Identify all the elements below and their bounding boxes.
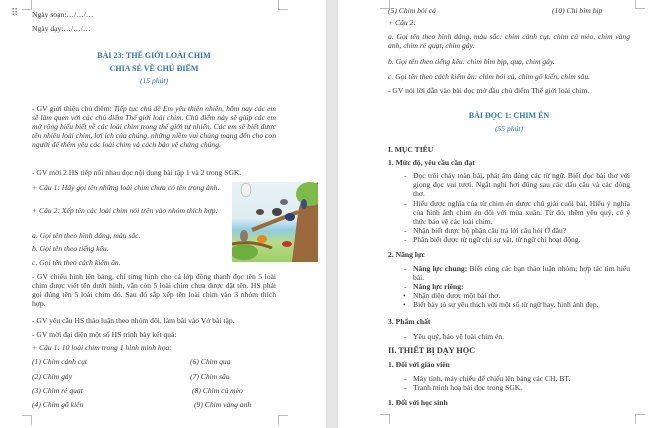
objective-item: Hiểu được nghĩa của từ chim én được chú giải cuối bài. Hiểu ý nghĩa của hình ảnh chim én đối với mùa xuân. Từ đó, thêm yêu quý, có ý thức bảo vệ các loài chim. — [413, 199, 630, 226]
bird-item: (10) Chi bìm bịp — [552, 6, 603, 15]
teacher-item: Máy tính, máy chiếu để chiếu lên bảng các CH, BT. — [413, 374, 571, 383]
question-2c: c. Gọi tên theo cách kiếm ăn. — [32, 258, 121, 267]
invite-text: - GV mời 2 HS tiếp nối nhau đọc nội dung bài tập 1 và 2 trong SGK. — [32, 168, 242, 177]
bird-item: (1) Chim cánh cụt — [32, 357, 88, 366]
dash-bullet: - — [404, 264, 407, 273]
subsection-competence: 2. Năng lực — [388, 250, 425, 259]
dash-bullet: - — [404, 199, 407, 208]
bird-item: (5) Chim bói cá — [388, 6, 436, 15]
general-competence-text: Biết cùng các bạn thảo luận nhóm; hợp tác tìm hiểu bài. — [413, 264, 630, 282]
section-equipment: II. THIẾT BỊ DẠY HỌC — [388, 346, 475, 355]
date-prepared: Ngày soạn:…/…/… — [32, 10, 94, 19]
answer-2a: a. Gọi tên theo hình dáng, màu sắc: chim cánh cụt, chim cú mèo, chim vàng anh, chim rẻ quạt, chim gáy. — [388, 32, 630, 50]
answer-2b: b. Gọi tên theo tiếng kêu: chim bìm bịp, quạ, chim gáy. — [388, 57, 555, 66]
dash-bullet: - — [404, 383, 407, 392]
intro-text: Tiếp tục chủ đề Em yêu thiên nhiên, hôm nay các em sẽ làm quen với các chủ điểm Thế giới loài chim. Chủ điểm này sẽ giúp các em mở rộng hiểu biết về các loài chim trong thế giới tự nhiên. Các em sẽ biết được tên nhiều loài chim, lợi ích của chúng, những niềm vui chúng mang đến cho con người để thêm yêu các loài chim và cách bảo vệ chúng chúng. — [32, 104, 276, 149]
crop-mark — [278, 415, 288, 425]
show-paragraph: - GV chiếu hình lên bảng, chỉ từng hình cho cả lớp đồng thanh đọc tên 5 loài chim được viết tên dưới hình, vẫn còn 5 loài chim chưa được đặt tên. HS phải gọi đúng tên 5 loài chim đó. Sau đó sắp xếp tên loài chim vào 3 nhóm thích hợp. — [32, 272, 276, 308]
bird-item: (7) Chim sâu — [190, 372, 230, 381]
lesson-subtitle: CHIA SẺ VỀ CHỦ ĐIỂM — [109, 64, 199, 73]
section-objectives: I. MỤC TIÊU — [388, 145, 434, 154]
bird-item: (3) Chim rẻ quạt — [32, 386, 83, 395]
reading-title: BÀI ĐỌC 1: CHIM ÉN — [468, 111, 550, 120]
dash-bullet: - — [404, 171, 407, 180]
intro-paragraph — [32, 104, 276, 149]
crop-mark — [22, 415, 32, 425]
objective-item: Đọc trôi chảy toàn bài, phát âm đúng các từ ngữ. Biết đọc bài thơ với giọng đọc vui tươi. Ngắt nghỉ hơi đúng sau các dấu câu và các dòng thơ. — [413, 171, 630, 198]
general-competence-label: Năng lực chung: — [413, 264, 468, 273]
question-1: + Câu 1: Hãy gọi tên những loài chim chưa có tên trong ảnh. — [32, 183, 220, 192]
objective-item: Phân biệt được từ ngữ chỉ sự vật, từ ngữ chỉ hoạt động. — [413, 235, 581, 244]
question-2a: a. Gọi tên theo hình dáng, màu sắc. — [32, 231, 141, 240]
question-2: + Câu 2: Xếp tên các loài chim nói trên vào nhóm thích hợp: — [32, 206, 219, 215]
answer-2-heading: + Câu 2: — [388, 18, 416, 27]
answer-1-heading: + Câu 1: 10 loài chim trong 1 hình minh họa: — [32, 343, 172, 352]
general-competence — [413, 264, 630, 282]
reading-duration: (55 phút) — [494, 124, 524, 133]
crop-mark — [380, 414, 390, 424]
subsection-teacher: 1. Đối với giáo viên — [388, 360, 450, 369]
dash-bullet: - — [404, 282, 407, 291]
subsection-student: 1. Đối với học sinh — [388, 398, 448, 407]
drag-handle-icon[interactable]: ⠿ — [11, 8, 19, 19]
dot-bullet: • — [403, 300, 406, 309]
date-taught: Ngày dạy:…/…/… — [32, 24, 91, 33]
bird-item: (2) Chim gáy — [32, 372, 73, 381]
dash-bullet: - — [404, 226, 407, 235]
crop-mark — [278, 0, 288, 10]
lesson-title: BÀI 23: THẾ GIỚI LOÀI CHIM — [97, 51, 211, 60]
crop-mark — [22, 0, 32, 10]
answer-2c: c. Gọi tên theo cách kiếm ăn: chim bói cá, chim gõ kiến, chim sâu. — [388, 72, 591, 81]
teacher-item: Tranh minh hoạ bài đọc trong SGK. — [413, 383, 523, 392]
quality-item: Yêu quý, bảo vệ loài chim én. — [413, 332, 505, 341]
question-2b: b. Gọi tên theo tiếng kêu. — [32, 244, 109, 253]
right-page — [338, 0, 650, 428]
intro-label: - GV giới thiệu chủ điểm: — [32, 104, 114, 113]
objective-item: Nhận biết được bộ phận câu trả lời câu hỏi Ở đâu? — [413, 226, 567, 235]
discuss-text: - GV yêu cầu HS thảo luận theo nhóm đôi, làm bài vào Vở bài tập. — [32, 316, 235, 325]
lead-text: - GV nói lời dẫn vào bài đọc mở đầu chủ điểm Thế giới loài chim. — [388, 86, 590, 95]
dash-bullet: - — [404, 332, 407, 341]
specific-item: Nhận diện được một bài thơ. — [413, 291, 501, 300]
bird-item: (8) Chim cú mèo — [192, 386, 243, 395]
lesson-duration: (15 phút) — [139, 76, 169, 85]
subsection-requirements: 1. Mức độ, yêu cầu cần đạt — [388, 158, 475, 167]
present-text: - GV mời đại diện một số HS trình bày kết quả: — [32, 330, 177, 339]
crop-mark — [635, 414, 645, 424]
dot-bullet: • — [403, 291, 406, 300]
specific-item: Biết bày tỏ sự yêu thích với một số từ ngữ hay, hình ảnh đẹp. — [413, 300, 599, 309]
specific-competence-label: Năng lực riêng: — [413, 282, 464, 291]
dash-bullet: - — [404, 235, 407, 244]
dash-bullet: - — [404, 374, 407, 383]
crop-mark — [635, 0, 645, 9]
bird-item: (4) Chim gõ kiến — [32, 400, 84, 409]
bird-item: (9) Chim vàng anh — [194, 400, 252, 409]
bird-item: (6) Chim quạ — [190, 357, 231, 366]
bird-illustration — [232, 182, 318, 262]
subsection-qualities: 3. Phẩm chất — [388, 317, 431, 326]
